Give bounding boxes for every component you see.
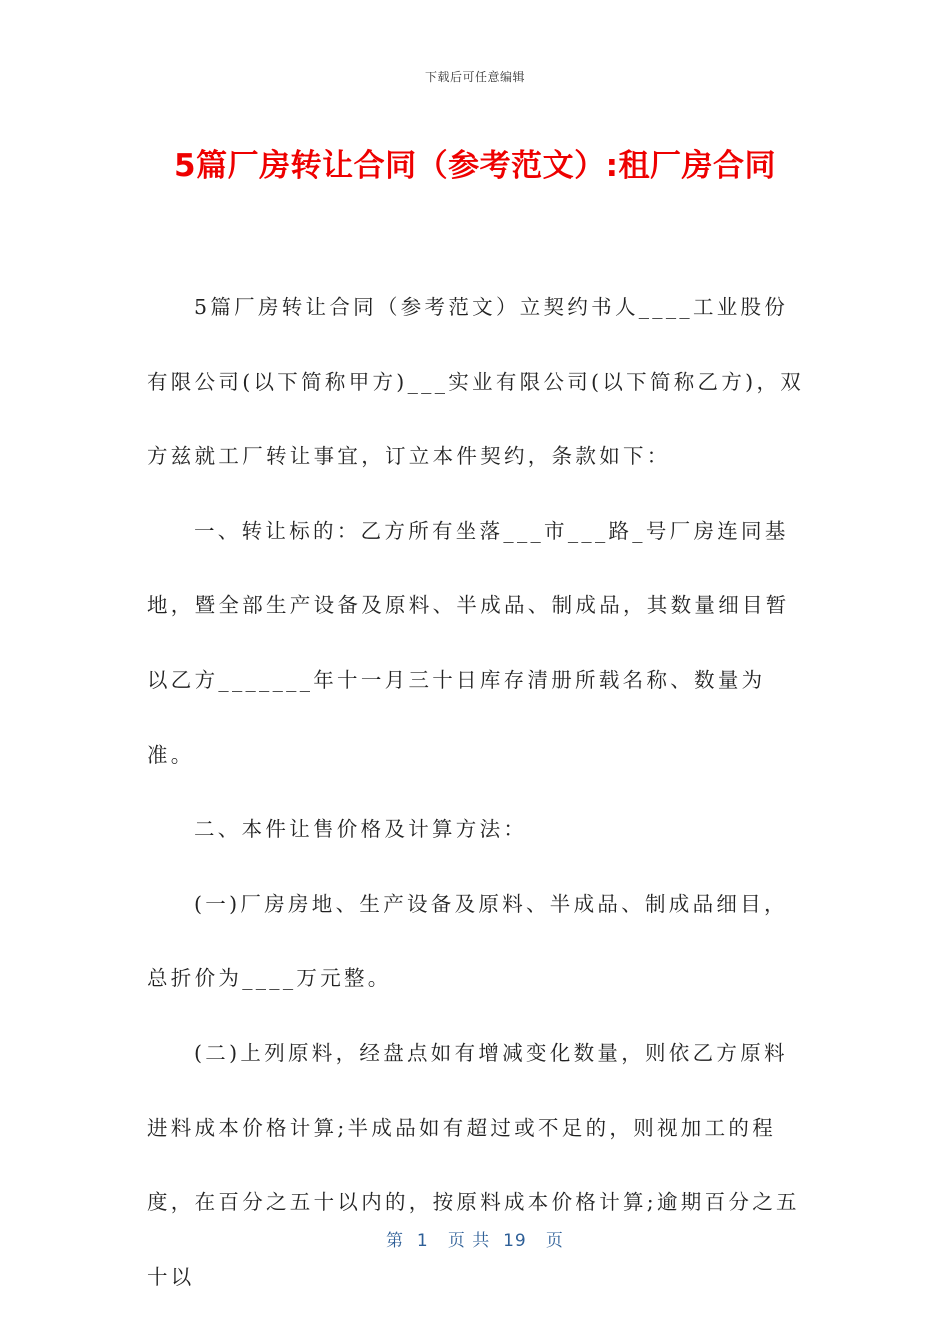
document-body bbox=[147, 270, 807, 1314]
page-number: 第 1 页 共 19 页 bbox=[386, 1231, 564, 1251]
paragraph-clause-2-2: (二)上列原料，经盘点如有增减变化数量，则依乙方原料进料成本价格计算;半成品如有超过或不足的，则视加工的程度，在百分之五十以内的，按原料成本价格计算;逾期百分之五十以 bbox=[147, 1040, 800, 1289]
paragraph-clause-1: 一、转让标的：乙方所有坐落___市___路_号厂房连同基地，暨全部生产设备及原料、半成品、制成品，其数量细目暂以乙方_______年十一月三十日库存清册所载名称、数量为准。 bbox=[147, 518, 790, 767]
paragraph-intro: 5篇厂房转让合同（参考范文）立契约书人____工业股份有限公司(以下简称甲方)___实业有限公司(以下简称乙方)，双方兹就工厂转让事宜，订立本件契约，条款如下： bbox=[147, 295, 805, 469]
download-note: 下载后可任意编辑 bbox=[424, 70, 525, 84]
document-title: 5篇厂房转让合同（参考范文）:租厂房合同 bbox=[174, 148, 776, 184]
paragraph-clause-2-1: (一)厂房房地、生产设备及原料、半成品、制成品细目，总折价为____万元整。 bbox=[147, 891, 788, 991]
paragraph-clause-2: 二、本件让售价格及计算方法： bbox=[194, 817, 528, 842]
